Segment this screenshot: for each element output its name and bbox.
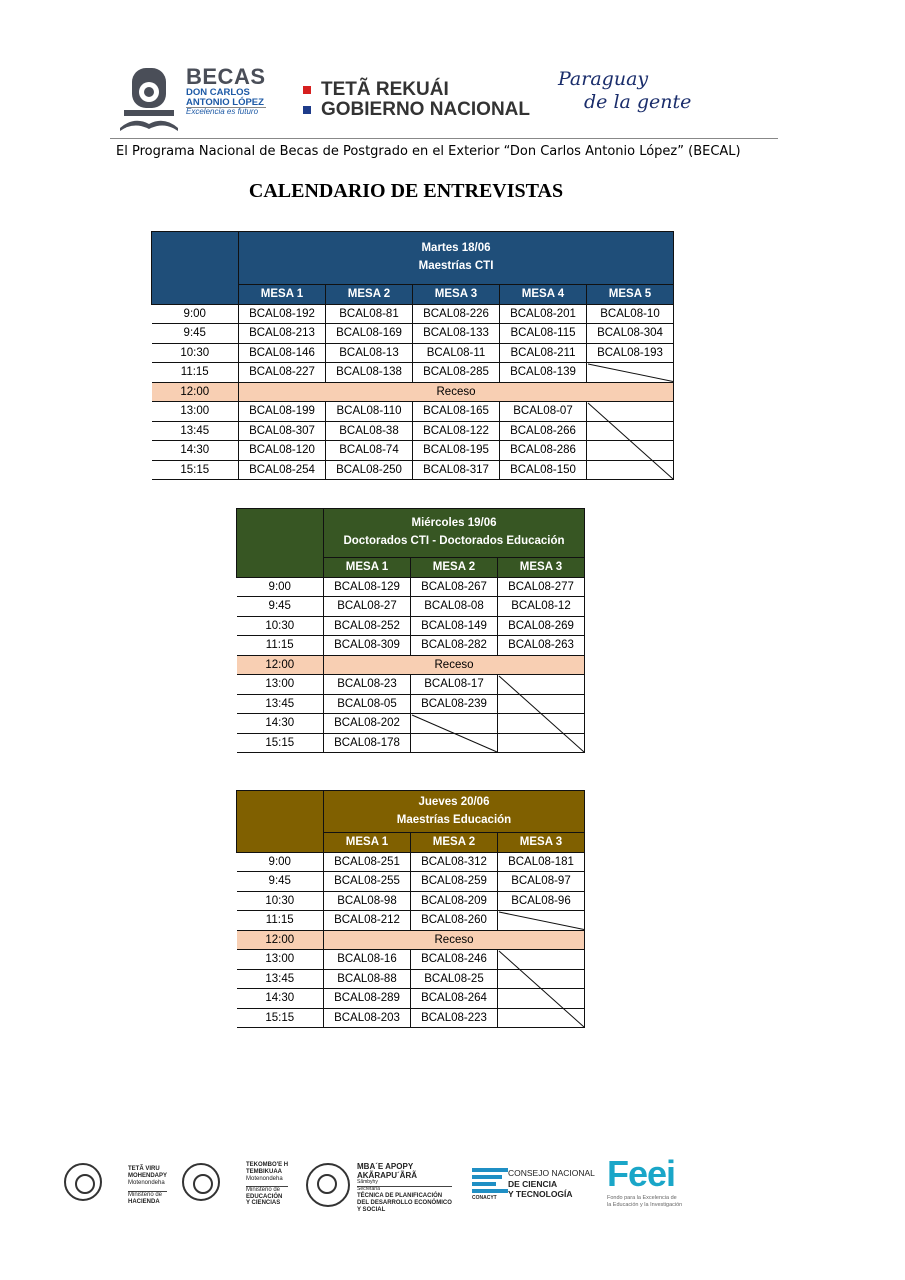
time-cell: 9:45 [237, 872, 324, 892]
candidate-code: BCAL08-211 [500, 343, 587, 363]
candidate-code: BCAL08-199 [239, 402, 326, 422]
candidate-code: BCAL08-277 [498, 577, 585, 597]
blue-square-icon [303, 106, 311, 114]
time-cell: 12:00 [237, 930, 324, 950]
table-row [237, 872, 585, 892]
hacienda-text: TETÃ VIRU MOHENDAPY Motenondeha Ministerio de HACIENDA [128, 1166, 168, 1205]
candidate-code: BCAL08-252 [324, 616, 411, 636]
mesa-header: MESA 4 [500, 285, 587, 305]
time-cell: 13:00 [237, 950, 324, 970]
candidate-code: BCAL08-259 [411, 872, 498, 892]
candidate-code: BCAL08-312 [411, 852, 498, 872]
candidate-code: BCAL08-07 [500, 402, 587, 422]
candidate-code: BCAL08-250 [326, 460, 413, 480]
candidate-code: BCAL08-203 [324, 1008, 411, 1028]
candidate-code: BCAL08-309 [324, 636, 411, 656]
paraguay-line1: Paraguay [558, 68, 649, 90]
mesa-header: MESA 2 [411, 833, 498, 853]
table-row [237, 577, 585, 597]
program-label: Doctorados CTI - Doctorados Educación [343, 535, 565, 547]
empty-slot-diagonal [411, 714, 498, 753]
candidate-code: BCAL08-212 [324, 911, 411, 931]
time-cell: 14:30 [237, 714, 324, 734]
empty-slot-diagonal [587, 402, 674, 480]
paraguay-seal-icon [182, 1163, 220, 1201]
candidate-code: BCAL08-81 [326, 304, 413, 324]
candidate-code: BCAL08-149 [411, 616, 498, 636]
candidate-code: BCAL08-254 [239, 460, 326, 480]
time-cell: 15:15 [237, 733, 324, 753]
candidate-code: BCAL08-25 [411, 969, 498, 989]
mesa-header: MESA 2 [411, 558, 498, 578]
candidate-code: BCAL08-289 [324, 989, 411, 1009]
candidate-code: BCAL08-255 [324, 872, 411, 892]
time-cell: 13:00 [152, 402, 239, 422]
time-cell: 9:00 [237, 577, 324, 597]
becas-line3: ANTONIO LÓPEZ [186, 96, 264, 108]
conacyt-text: CONSEJO NACIONAL DE CIENCIA Y TECNOLOGÍA [508, 1168, 595, 1200]
candidate-code: BCAL08-122 [413, 421, 500, 441]
candidate-code: BCAL08-226 [413, 304, 500, 324]
header-corner [152, 232, 239, 305]
table-row [152, 382, 674, 402]
candidate-code: BCAL08-12 [498, 597, 585, 617]
mesa-header: MESA 1 [324, 558, 411, 578]
paraguay-seal-icon [306, 1163, 350, 1207]
candidate-code: BCAL08-213 [239, 324, 326, 344]
time-cell: 13:45 [237, 694, 324, 714]
mesa-header: MESA 5 [587, 285, 674, 305]
becas-tagline: Excelencia es futuro [186, 107, 266, 116]
conacyt-icon [472, 1168, 508, 1194]
time-cell: 10:30 [237, 891, 324, 911]
candidate-code: BCAL08-260 [411, 911, 498, 931]
mesa-header: MESA 3 [498, 833, 585, 853]
candidate-code: BCAL08-195 [413, 441, 500, 461]
candidate-code: BCAL08-133 [413, 324, 500, 344]
candidate-code: BCAL08-251 [324, 852, 411, 872]
candidate-code: BCAL08-317 [413, 460, 500, 480]
feei-logo: Feei [607, 1153, 676, 1194]
table-row [237, 597, 585, 617]
candidate-code: BCAL08-282 [411, 636, 498, 656]
candidate-code: BCAL08-98 [324, 891, 411, 911]
candidate-code: BCAL08-269 [498, 616, 585, 636]
gov-line1: TETÃ REKUÁI [321, 79, 449, 100]
time-cell: 10:30 [152, 343, 239, 363]
candidate-code: BCAL08-202 [324, 714, 411, 734]
candidate-code: BCAL08-38 [326, 421, 413, 441]
candidate-code: BCAL08-110 [326, 402, 413, 422]
day-header [239, 232, 674, 285]
candidate-code: BCAL08-304 [587, 324, 674, 344]
table-row [237, 655, 585, 675]
candidate-code: BCAL08-96 [498, 891, 585, 911]
table-row [152, 343, 674, 363]
table-row [152, 304, 674, 324]
recess-cell: Receso [239, 382, 674, 402]
time-cell: 10:30 [237, 616, 324, 636]
time-cell: 11:15 [237, 636, 324, 656]
candidate-code: BCAL08-17 [411, 675, 498, 695]
candidate-code: BCAL08-115 [500, 324, 587, 344]
mesa-header: MESA 3 [498, 558, 585, 578]
candidate-code: BCAL08-239 [411, 694, 498, 714]
red-square-icon [303, 86, 311, 94]
educacion-text: TEKOMBO'E H TEMBIKUAA Motenondeha Ministerio de EDUCACIÓN Y CIENCIAS [246, 1162, 289, 1207]
candidate-code: BCAL08-120 [239, 441, 326, 461]
candidate-code: BCAL08-10 [587, 304, 674, 324]
time-cell: 11:15 [237, 911, 324, 931]
mesa-header: MESA 1 [239, 285, 326, 305]
program-label: Maestrías Educación [396, 813, 512, 826]
empty-slot-diagonal [587, 363, 674, 383]
candidate-code: BCAL08-05 [324, 694, 411, 714]
day-header [324, 791, 585, 833]
table-row [152, 324, 674, 344]
candidate-code: BCAL08-11 [413, 343, 500, 363]
mesa-header: MESA 2 [326, 285, 413, 305]
candidate-code: BCAL08-286 [500, 441, 587, 461]
time-cell: 13:00 [237, 675, 324, 695]
candidate-code: BCAL08-146 [239, 343, 326, 363]
mesa-header: MESA 3 [413, 285, 500, 305]
becas-title: BECAS [186, 64, 266, 89]
mesa-header: MESA 1 [324, 833, 411, 853]
time-cell: 12:00 [152, 382, 239, 402]
planificacion-text: MBA´E APOPY AKÃRAPU´ÃRÃ Sãmbyhy Secretaría TÉCNICA DE PLANIFICACIÓN DEL DESARROLLO ECONÓMICO Y SOCIAL [357, 1162, 452, 1213]
empty-slot-diagonal [498, 950, 585, 1028]
day-header [324, 509, 585, 558]
candidate-code: BCAL08-16 [324, 950, 411, 970]
candidate-code: BCAL08-201 [500, 304, 587, 324]
day-label: Martes 18/06 [421, 242, 491, 255]
table-row [237, 636, 585, 656]
time-cell: 14:30 [237, 989, 324, 1009]
program-subtitle: El Programa Nacional de Becas de Postgrado en el Exterior “Don Carlos Antonio López” (BECAL) [116, 144, 741, 159]
becas-logo [118, 66, 268, 132]
time-cell: 13:45 [152, 421, 239, 441]
candidate-code: BCAL08-209 [411, 891, 498, 911]
becas-line2: DON CARLOS [186, 87, 250, 98]
paraguay-line2: de la gente [584, 90, 692, 113]
empty-slot-diagonal [498, 675, 585, 753]
time-cell: 12:00 [237, 655, 324, 675]
header-divider [110, 138, 778, 139]
page-title: CALENDARIO DE ENTREVISTAS [248, 180, 564, 202]
time-cell: 9:45 [152, 324, 239, 344]
candidate-code: BCAL08-223 [411, 1008, 498, 1028]
gov-line2: GOBIERNO NACIONAL [321, 98, 530, 120]
candidate-code: BCAL08-227 [239, 363, 326, 383]
candidate-code: BCAL08-193 [587, 343, 674, 363]
candidate-code: BCAL08-266 [500, 421, 587, 441]
candidate-code: BCAL08-307 [239, 421, 326, 441]
gobierno-logo [303, 80, 530, 120]
time-cell: 14:30 [152, 441, 239, 461]
candidate-code: BCAL08-13 [326, 343, 413, 363]
table-row [237, 616, 585, 636]
candidate-code: BCAL08-129 [324, 577, 411, 597]
candidate-code: BCAL08-169 [326, 324, 413, 344]
candidate-code: BCAL08-74 [326, 441, 413, 461]
header-corner [237, 509, 324, 578]
table-row [237, 891, 585, 911]
recess-cell: Receso [324, 655, 585, 675]
program-label: Maestrías CTI [418, 260, 494, 272]
table-row [237, 930, 585, 950]
time-cell: 13:45 [237, 969, 324, 989]
time-cell: 15:15 [237, 1008, 324, 1028]
candidate-code: BCAL08-139 [500, 363, 587, 383]
candidate-code: BCAL08-08 [411, 597, 498, 617]
train-book-icon [118, 66, 180, 132]
day-label: Miércoles 19/06 [411, 517, 497, 530]
paraguay-seal-icon [64, 1163, 102, 1201]
table-row [237, 852, 585, 872]
candidate-code: BCAL08-23 [324, 675, 411, 695]
candidate-code: BCAL08-181 [498, 852, 585, 872]
candidate-code: BCAL08-150 [500, 460, 587, 480]
candidate-code: BCAL08-27 [324, 597, 411, 617]
candidate-code: BCAL08-192 [239, 304, 326, 324]
paraguay-logo [558, 68, 691, 114]
time-cell: 11:15 [152, 363, 239, 383]
candidate-code: BCAL08-246 [411, 950, 498, 970]
time-cell: 9:00 [152, 304, 239, 324]
candidate-code: BCAL08-178 [324, 733, 411, 753]
time-cell: 9:00 [237, 852, 324, 872]
candidate-code: BCAL08-97 [498, 872, 585, 892]
candidate-code: BCAL08-267 [411, 577, 498, 597]
candidate-code: BCAL08-88 [324, 969, 411, 989]
feei-text: Fondo para la Excelencia de la Educación y la Investigación [607, 1195, 683, 1208]
candidate-code: BCAL08-138 [326, 363, 413, 383]
candidate-code: BCAL08-285 [413, 363, 500, 383]
header-corner [237, 791, 324, 853]
recess-cell: Receso [324, 930, 585, 950]
candidate-code: BCAL08-263 [498, 636, 585, 656]
time-cell: 9:45 [237, 597, 324, 617]
conacyt-acronym: CONACYT [472, 1195, 497, 1201]
candidate-code: BCAL08-264 [411, 989, 498, 1009]
candidate-code: BCAL08-165 [413, 402, 500, 422]
day-label: Jueves 20/06 [418, 795, 490, 808]
empty-slot-diagonal [498, 911, 585, 931]
time-cell: 15:15 [152, 460, 239, 480]
